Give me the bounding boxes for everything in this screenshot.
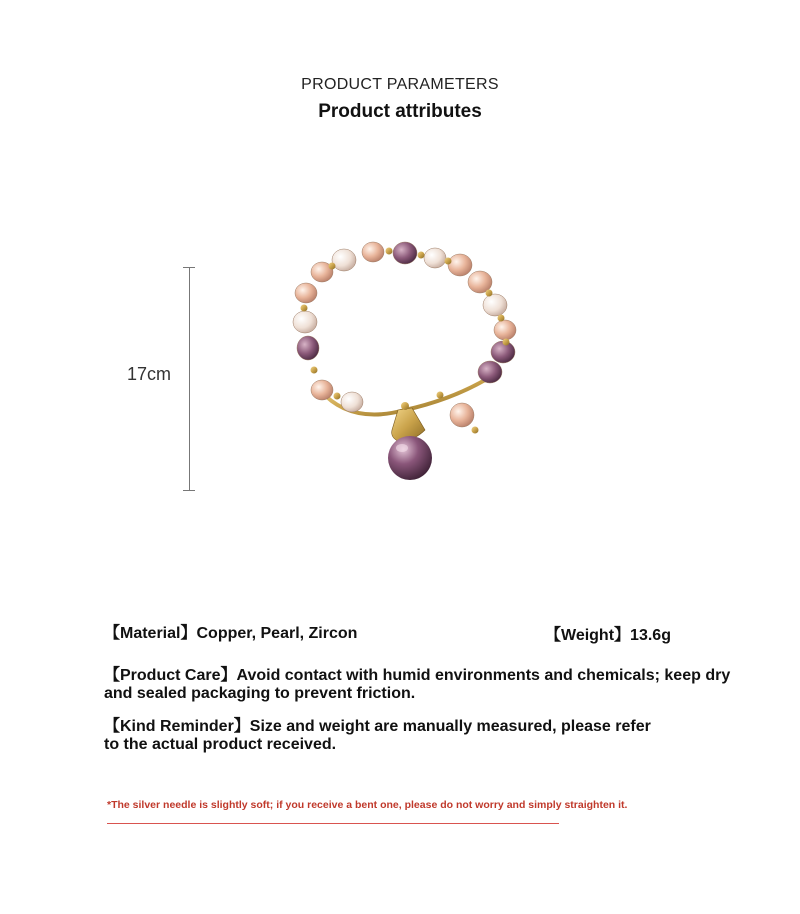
dimension-cap-bottom bbox=[183, 490, 195, 491]
reminder-value: Size and weight are manually measured, please refer to the actual product received. bbox=[104, 718, 651, 753]
weight-value: 13.6g bbox=[630, 627, 671, 644]
note-underline bbox=[107, 823, 559, 824]
section-subtitle: PRODUCT PARAMETERS bbox=[301, 76, 499, 93]
reminder-attribute bbox=[104, 718, 664, 754]
care-key: 【Product Care】 bbox=[104, 667, 237, 684]
material-attribute bbox=[104, 625, 357, 643]
material-key: 【Material】 bbox=[104, 625, 197, 642]
reminder-key: 【Kind Reminder】 bbox=[104, 718, 250, 735]
dimension-line bbox=[189, 267, 190, 491]
weight-key: 【Weight】 bbox=[545, 627, 631, 644]
silver-needle-note: *The silver needle is slightly soft; if you receive a bent one, please do not worry and simply straighten it. bbox=[107, 799, 628, 811]
care-attribute bbox=[104, 667, 744, 703]
care-value: Avoid contact with humid environments and chemicals; keep dry and sealed packaging to prevent friction. bbox=[104, 667, 731, 702]
bracelet-image bbox=[280, 230, 530, 490]
weight-attribute bbox=[545, 627, 671, 645]
material-value: Copper, Pearl, Zircon bbox=[196, 625, 358, 642]
section-title: Product attributes bbox=[318, 101, 482, 122]
dimension-label: 17cm bbox=[127, 364, 172, 384]
